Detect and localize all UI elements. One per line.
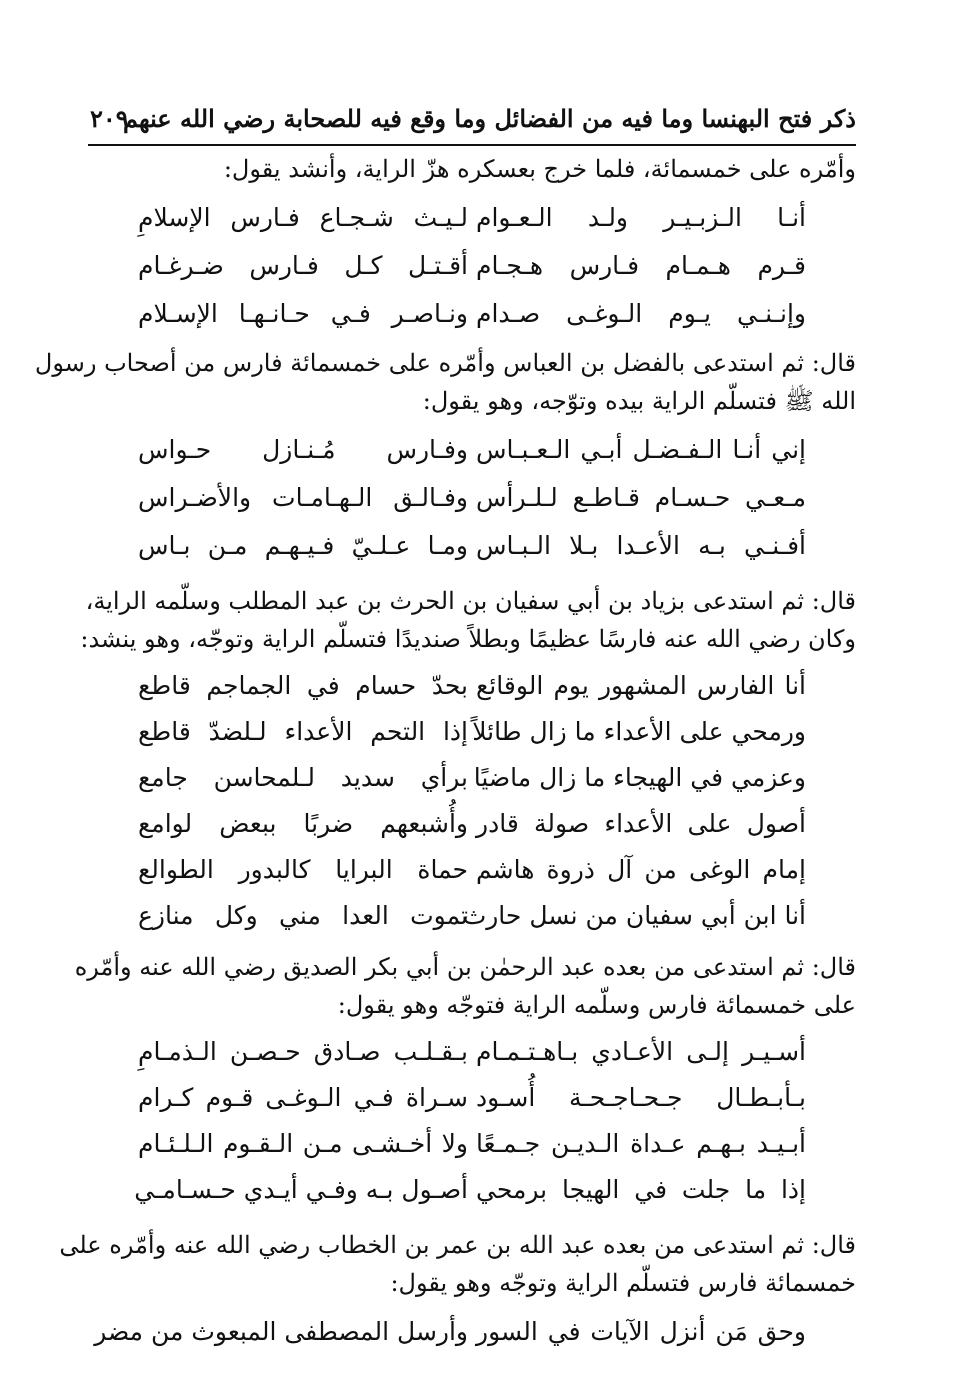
verse-second-hemistich: وأرسل المصطفى المبعوث من مضر [94,1317,468,1346]
verse-first-hemistich: مـعـي حـسـام قـاطـع لـلـرأس [476,483,806,512]
prose-line: قال: ثم استدعى بالفضل بن العباس وأمّره على خمسمائة فارس من أصحاب رسول [34,349,856,377]
verse-line [88,664,856,708]
verse-first-hemistich: وحق مَن أنزل الآيات في السور [476,1317,806,1346]
verse-line [88,802,856,846]
verse-second-hemistich: وفـالـق الـهـامـات والأضـراس [138,483,468,512]
verse-line [88,1030,856,1074]
prose-line: وأمّره على خمسمائة، فلما خرج بعسكره هزّ الراية، وأنشد يقول: [223,155,856,183]
verse-first-hemistich: قـرم هـمـام فـارس هـجـام [476,251,806,280]
prose-line: قال: ثم استدعى من بعده عبد الله بن عمر بن الخطاب رضي الله عنه وأمّره على [59,1231,856,1259]
verse-first-hemistich: وإنـنـي يـوم الـوغـى صـدام [476,299,806,328]
verse-second-hemistich: ونـاصـر فـي حـانـهـا الإسـلام [138,299,468,328]
verse-line [88,1076,856,1120]
verse-second-hemistich: بـقـلـب صـادق حـصـن الـذمـامِ [138,1037,468,1066]
verse-second-hemistich: حماة البرايا كالبدور الطوالع [138,855,468,884]
verse-line [88,244,856,288]
verse-line [88,756,856,800]
prose-line: خمسمائة فارس فتسلّم الراية وتوجّه وهو يقول: [390,1269,856,1297]
verse-line [88,1168,856,1212]
prose-line: وكان رضي الله عنه فارسًا عظيمًا وبطلاً صنديدًا فتسلّم الراية وتوجّه، وهو ينشد: [80,625,856,653]
verse-second-hemistich: إذا التحم الأعداء لـلضدّ قاطع [138,717,468,746]
verse-line [88,710,856,754]
verse-first-hemistich: بـأبـطـال جـحـاجـحـة أُسـود [476,1083,806,1112]
verse-second-hemistich: تموت العدا مني وكل منازع [138,901,468,930]
verse-line [88,476,856,520]
verse-line [88,524,856,568]
verse-second-hemistich: لـيـث شـجـاع فـارس الإسلامِ [138,203,468,232]
verse-line [88,1122,856,1166]
verse-first-hemistich: أصول على الأعداء صولة قادر [476,809,806,838]
verse-line [88,894,856,938]
page-number: ٢٠٩ [90,104,129,133]
verse-first-hemistich: ورمحي على الأعداء ما زال طائلاً [472,717,806,746]
running-title: ذكر فتح البهنسا وما فيه من الفضائل وما وقع فيه للصحابة رضي الله عنهم [123,104,856,133]
verse-line [88,848,856,892]
verse-first-hemistich: أنـا الـزبـيـر ولـد الـعـوام [476,203,806,232]
prose-line: الله ﷺ فتسلّم الراية بيده وتوّجه، وهو يقول: [422,387,856,415]
prose-line: على خمسمائة فارس وسلّمه الراية فتوجّه وهو يقول: [337,991,856,1019]
verse-line [88,428,856,472]
verse-second-hemistich: ولا أخـشـى مـن الـقـوم الـلـئـام [138,1129,468,1158]
verse-first-hemistich: إمام الوغى من آل ذروة هاشم [476,855,806,884]
verse-first-hemistich: وعزمي في الهيجاء ما زال ماضيًا [473,763,806,792]
verse-second-hemistich: برأي سديد لـلمحاسن جامع [138,763,468,792]
verse-second-hemistich: ومـا عـلـيّ فـيـهـم مـن بـاس [138,531,468,560]
verse-first-hemistich: إني أنـا الـفـضـل أبـي الـعـبـاس [476,435,806,464]
verse-second-hemistich: وفـارس مُـنـازل حـواس [138,435,468,464]
verse-first-hemistich: إذا ما جلت في الهيجا برمحي [476,1175,806,1204]
verse-first-hemistich: أنا الفارس المشهور يوم الوقائع [476,671,806,700]
verse-second-hemistich: بحدّ حسام في الجماجم قاطع [138,671,468,700]
verse-second-hemistich: أصـول بـه وفـي أيـدي حـسـامـي [134,1175,468,1204]
verse-first-hemistich: أسـيـر إلـى الأعـادي بـاهـتـمـام [476,1037,806,1066]
verse-first-hemistich: أبـيـد بـهـم عـداة الـديـن جـمـعًا [476,1129,806,1158]
prose-line: قال: ثم استدعى من بعده عبد الرحمٰن بن أبي بكر الصديق رضي الله عنه وأمّره [74,953,856,981]
verse-first-hemistich: أفـنـي بـه الأعـدا بـلا الـبـاس [476,531,806,560]
prose-line: قال: ثم استدعى بزياد بن أبي سفيان بن الحرث بن عبد المطلب وسلّمه الراية، [85,587,856,615]
verse-first-hemistich: أنا ابن أبي سفيان من نسل حارث [462,901,806,930]
page-header [88,100,856,146]
verse-second-hemistich: أقـتـل كـل فـارس ضـرغـام [138,251,468,280]
verse-second-hemistich: سـراة فـي الـوغـى قـوم كـرام [138,1083,468,1112]
verse-line [88,292,856,336]
verse-second-hemistich: وأُشبعهم ضربًا ببعض لوامع [138,809,468,838]
verse-line [88,1310,856,1354]
verse-line [88,196,856,240]
